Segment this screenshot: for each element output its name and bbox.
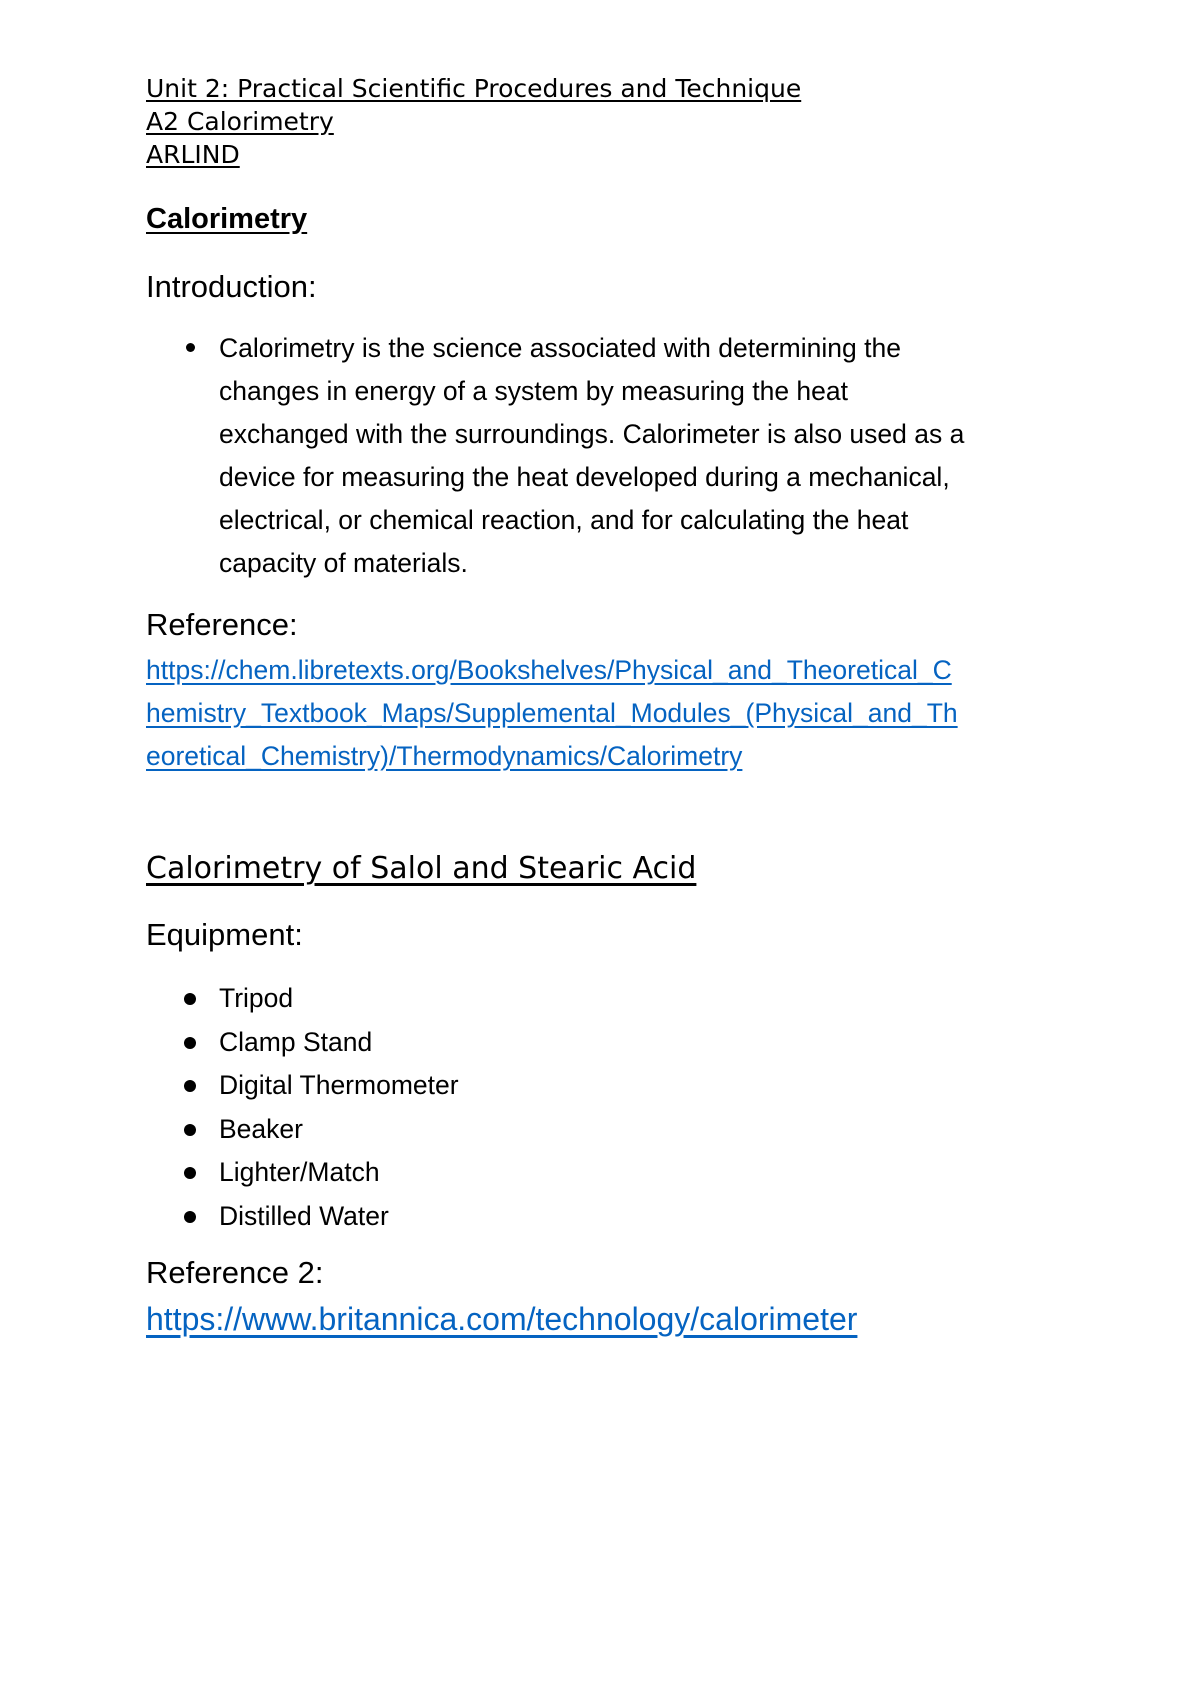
section-title: Calorimetry of Salol and Stearic Acid <box>146 851 697 886</box>
introduction-heading: Introduction: <box>146 269 317 304</box>
assignment-title: A2 Calorimetry <box>146 107 334 136</box>
bullet-icon <box>184 993 196 1005</box>
equipment-label: Lighter/Match <box>219 1157 380 1187</box>
equipment-label: Beaker <box>219 1113 303 1144</box>
reference-link-line[interactable]: eoretical_Chemistry)/Thermodynamics/Calorimetry <box>146 741 743 771</box>
equipment-label: Digital Thermometer <box>219 1070 459 1100</box>
bullet-icon <box>184 1211 196 1223</box>
bullet-icon <box>184 1037 196 1049</box>
intro-line: Calorimetry is the science associated with determining the <box>219 333 901 363</box>
reference2-link[interactable]: https://www.britannica.com/technology/calorimeter <box>146 1301 858 1337</box>
reference-link-line[interactable]: https://chem.libretexts.org/Bookshelves/Physical_and_Theoretical_C <box>146 655 952 685</box>
reference-link[interactable] <box>146 649 1066 778</box>
equipment-label: Distilled Water <box>219 1200 389 1231</box>
reference-link-line[interactable]: hemistry_Textbook_Maps/Supplemental_Modules_(Physical_and_Th <box>146 698 958 728</box>
intro-line: changes in energy of a system by measuring the heat <box>219 376 848 406</box>
bullet-icon <box>184 1124 196 1136</box>
equipment-label: Tripod <box>219 983 294 1013</box>
bullet-icon <box>186 343 195 352</box>
intro-line: device for measuring the heat developed during a mechanical, <box>219 462 950 492</box>
reference2-heading: Reference 2: <box>146 1255 324 1290</box>
intro-line: capacity of materials. <box>219 548 468 578</box>
equipment-heading: Equipment: <box>146 917 303 952</box>
intro-line: exchanged with the surroundings. Calorimeter is also used as a <box>219 419 965 449</box>
unit-title: Unit 2: Practical Scientific Procedures and Technique <box>146 74 802 103</box>
document-header <box>146 72 801 171</box>
equipment-label: Clamp Stand <box>219 1026 373 1057</box>
introduction-text <box>219 327 1059 585</box>
bullet-icon <box>184 1080 196 1092</box>
author-name: ARLIND <box>146 140 240 169</box>
reference-heading: Reference: <box>146 607 298 642</box>
intro-line: electrical, or chemical reaction, and for calculating the heat <box>219 505 909 535</box>
bullet-icon <box>184 1167 196 1179</box>
page-title: Calorimetry <box>146 203 308 235</box>
